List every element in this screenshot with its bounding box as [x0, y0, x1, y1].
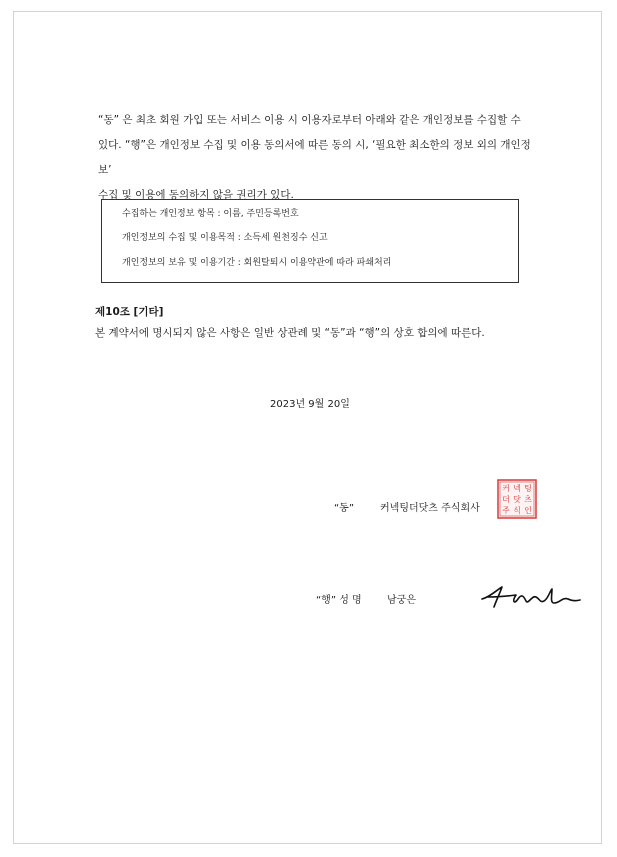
svg-text:인: 인	[524, 506, 532, 515]
company-name: 커넥팅더닷츠 주식회사	[380, 503, 480, 514]
svg-text:주: 주	[502, 506, 510, 515]
svg-text:팅: 팅	[524, 484, 532, 493]
article-10-body: 본 계약서에 명시되지 않은 사항은 일반 상관례 및 “동”과 “행”의 상호 합의에 따른다.	[95, 327, 485, 339]
svg-text:닷: 닷	[513, 495, 521, 504]
intro-line-2: 있다. “행”은 개인정보 수집 및 이용 동의서에 따른 동의 시, ‘필요한 최소한의 정보 외의 개인정보’	[98, 139, 531, 176]
company-seal-stamp	[497, 479, 537, 519]
svg-text:넥: 넥	[513, 484, 521, 493]
collection-purpose: 개인정보의 수집 및 이용목적 : 소득세 원천징수 신고	[122, 233, 328, 243]
retention-period: 개인정보의 보유 및 이용기간 : 회원탈퇴시 이용약관에 따라 파쇄처리	[122, 258, 392, 268]
contract-date: 2023년 9월 20일	[270, 399, 350, 410]
intro-line-1: “동” 은 최초 회원 가입 또는 서비스 이용 시 이용자로부터 아래와 같은 개인정보를 수집할 수	[98, 114, 521, 126]
article-10-title: 제10조 [기타]	[95, 306, 164, 318]
svg-text:커: 커	[502, 484, 510, 493]
privacy-intro	[98, 108, 538, 208]
signer-label: “행” 성 명	[316, 595, 362, 606]
collected-items: 수집하는 개인정보 항목 : 이름, 주민등록번호	[122, 209, 299, 219]
privacy-info-box	[101, 199, 519, 283]
intro-line-3: 수집 및 이용에 동의하지 않을 권리가 있다.	[98, 189, 294, 201]
signer-name: 남궁은	[387, 595, 416, 606]
party-label: “동”	[334, 503, 355, 514]
svg-text:더: 더	[502, 495, 510, 504]
handwritten-signature	[478, 583, 582, 611]
svg-text:식: 식	[513, 506, 521, 515]
svg-text:츠: 츠	[524, 495, 532, 504]
